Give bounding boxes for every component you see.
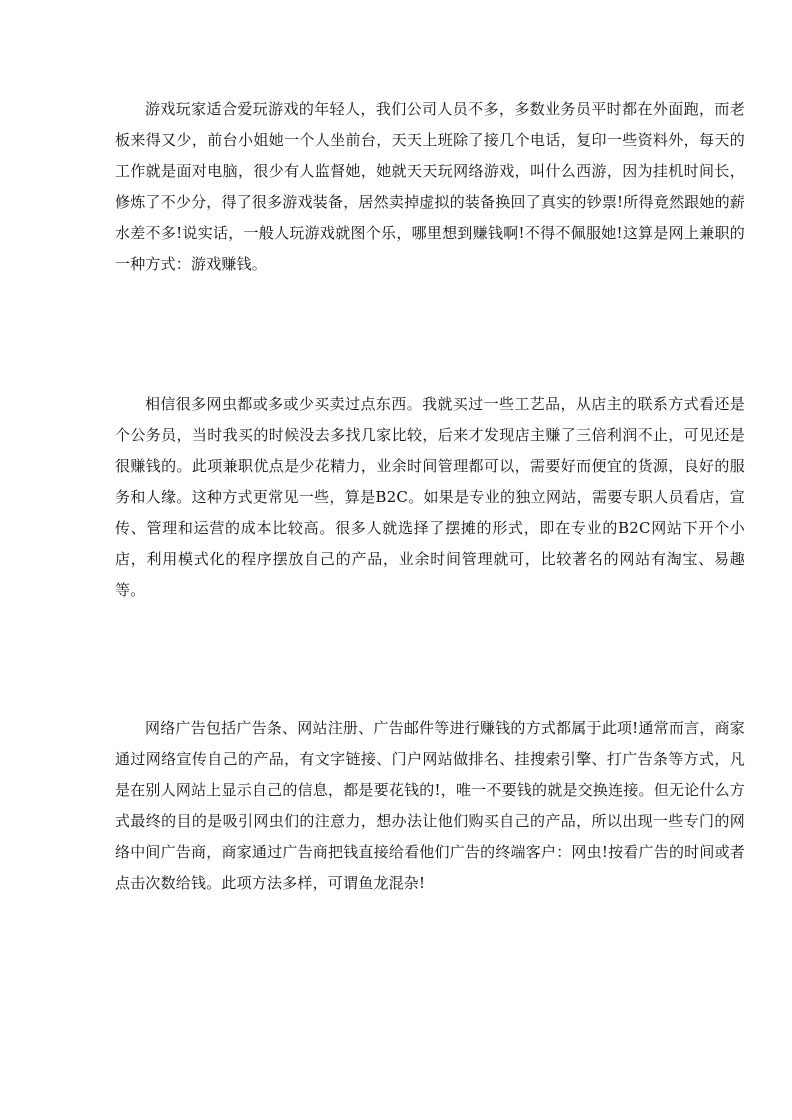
paragraph-game-earning: 游戏玩家适合爱玩游戏的年轻人，我们公司人员不多，多数业务员平时都在外面跑，而老板来得又少，前台小姐她一个人坐前台，天天上班除了接几个电话，复印一些资料外，每天的工作就是面对电脑，很少有人监督她，她就天天玩网络游戏，叫什么西游，因为挂机时间长，修炼了不少分，得了很多游戏装备，居然卖掉虚拟的装备换回了真实的钞票!所得竟然跟她的薪水差不多!说实话，一般人玩游戏就图个乐，哪里想到赚钱啊!不得不佩服她!这算是网上兼职的一种方式：游戏赚钱。 bbox=[115, 100, 745, 273]
paragraph-online-shop: 相信很多网虫都或多或少买卖过点东西。我就买过一些工艺品，从店主的联系方式看还是个公务员，当时我买的时候没去多找几家比较，后来才发现店主赚了三倍利润不止，可见还是很赚钱的。此项兼职优点是少花精力，业余时间管理都可以，需要好而便宜的货源，良好的服务和人缘。这种方式更常见一些，算是B2C。如果是专业的独立网站，需要专职人员看店，宣传、管理和运营的成本比较高。很多人就选择了摆摊的形式，即在专业的B2C网站下开个小店，利用模式化的程序摆放自己的产品，业余时间管理就可，比较著名的网站有淘宝、易趣等。 bbox=[115, 395, 745, 599]
paragraph-online-ads: 网络广告包括广告条、网站注册、广告邮件等进行赚钱的方式都属于此项!通常而言，商家通过网络宣传自己的产品，有文字链接、门户网站做排名、挂搜索引擎、打广告条等方式，凡是在别人网站上显示自己的信息，都是要花钱的!，唯一不要钱的就是交换连接。但无论什么方式最终的目的是吸引网虫们的注意力，想办法让他们购买自己的产品，所以出现一些专门的网络中间广告商，商家通过广告商把钱直接给看他们广告的终端客户：网虫!按看广告的时间或者点击次数给钱。此项方法多样，可谓鱼龙混杂! bbox=[115, 719, 745, 892]
